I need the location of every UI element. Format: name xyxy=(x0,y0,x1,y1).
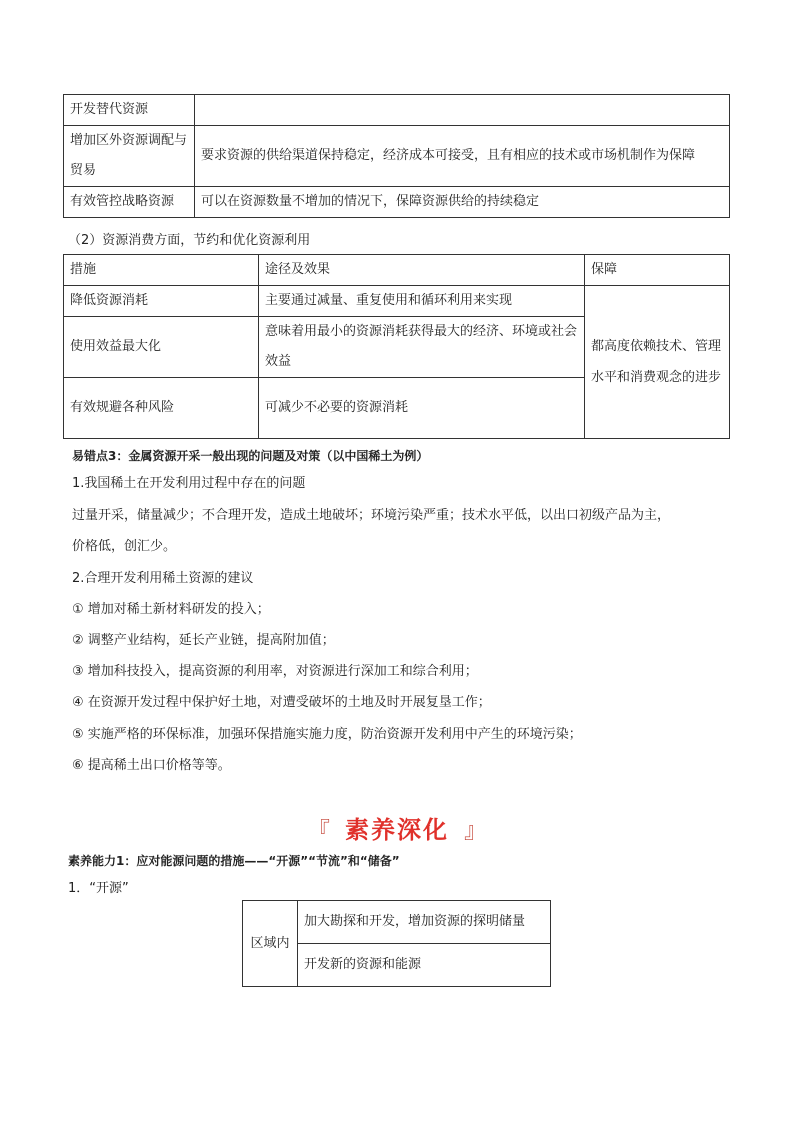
measure-cell: 使用效益最大化 xyxy=(64,317,259,378)
table-row xyxy=(64,126,730,187)
paragraph-title: 2.合理开发利用稀土资源的建议 xyxy=(72,571,254,586)
table-row xyxy=(64,286,730,317)
effect-cell: 可减少不必要的资源消耗 xyxy=(259,378,585,439)
right-bracket: 』 xyxy=(464,819,487,844)
list-item: ① 增加对稀土新材料研发的投入； xyxy=(72,602,270,617)
section-heading: （2）资源消费方面，节约和优化资源利用 xyxy=(68,233,311,248)
list-item: ④ 在资源开发过程中保护好土地，对遭受破坏的土地及时开展复垦工作； xyxy=(72,695,491,710)
row-label: 增加区外资源调配与贸易 xyxy=(64,126,195,187)
row-label: 开发替代资源 xyxy=(64,95,195,126)
table-row xyxy=(243,901,551,944)
source-table xyxy=(242,900,551,987)
measure-cell: 有效规避各种风险 xyxy=(64,378,259,439)
column-header: 途径及效果 xyxy=(259,255,585,286)
list-item: ③ 增加科技投入，提高资源的利用率，对资源进行深加工和综合利用； xyxy=(72,664,478,679)
row-content xyxy=(195,95,730,126)
list-item: ⑥ 提高稀土出口价格等等。 xyxy=(72,758,231,773)
section-banner xyxy=(0,810,794,845)
measure-cell: 降低资源消耗 xyxy=(64,286,259,317)
effect-cell: 主要通过减量、重复使用和循环利用来实现 xyxy=(259,286,585,317)
ability-title: 素养能力1：应对能源问题的措施——“开源”“节流”和“储备” xyxy=(68,854,400,868)
list-item: ② 调整产业结构，延长产业链，提高附加值； xyxy=(72,633,335,648)
table-row xyxy=(64,187,730,218)
guarantee-cell: 都高度依赖技术、管理水平和消费观念的进步 xyxy=(585,286,730,439)
mistake-title: 易错点3：金属资源开采一般出现的问题及对策（以中国稀土为例） xyxy=(72,449,429,463)
measure-cell: 加大勘探和开发，增加资源的探明储量 xyxy=(298,901,551,944)
banner-title: 素养深化 xyxy=(345,815,449,844)
paragraph-text: 价格低，创汇少。 xyxy=(72,539,177,554)
effect-cell: 意味着用最小的资源消耗获得最大的经济、环境或社会效益 xyxy=(259,317,585,378)
ability-subtitle: 1．“开源” xyxy=(68,881,129,896)
row-content: 要求资源的供给渠道保持稳定，经济成本可接受，且有相应的技术或市场机制作为保障 xyxy=(195,126,730,187)
paragraph-text: 过量开采，储量减少；不合理开发，造成土地破坏；环境污染严重；技术水平低，以出口初级产品为主， xyxy=(72,508,671,523)
paragraph-title: 1.我国稀土在开发利用过程中存在的问题 xyxy=(72,476,306,491)
measure-cell: 开发新的资源和能源 xyxy=(298,944,551,987)
row-label: 有效管控战略资源 xyxy=(64,187,195,218)
column-header: 措施 xyxy=(64,255,259,286)
region-label: 区域内 xyxy=(243,901,298,987)
table-row xyxy=(64,95,730,126)
resource-supply-table xyxy=(63,94,730,218)
list-item: ⑤ 实施严格的环保标准，加强环保措施实施力度，防治资源开发利用中产生的环境污染； xyxy=(72,727,582,742)
resource-consumption-table xyxy=(63,254,730,439)
row-content: 可以在资源数量不增加的情况下，保障资源供给的持续稳定 xyxy=(195,187,730,218)
table-header-row xyxy=(64,255,730,286)
left-bracket: 『 xyxy=(307,819,330,844)
column-header: 保障 xyxy=(585,255,730,286)
